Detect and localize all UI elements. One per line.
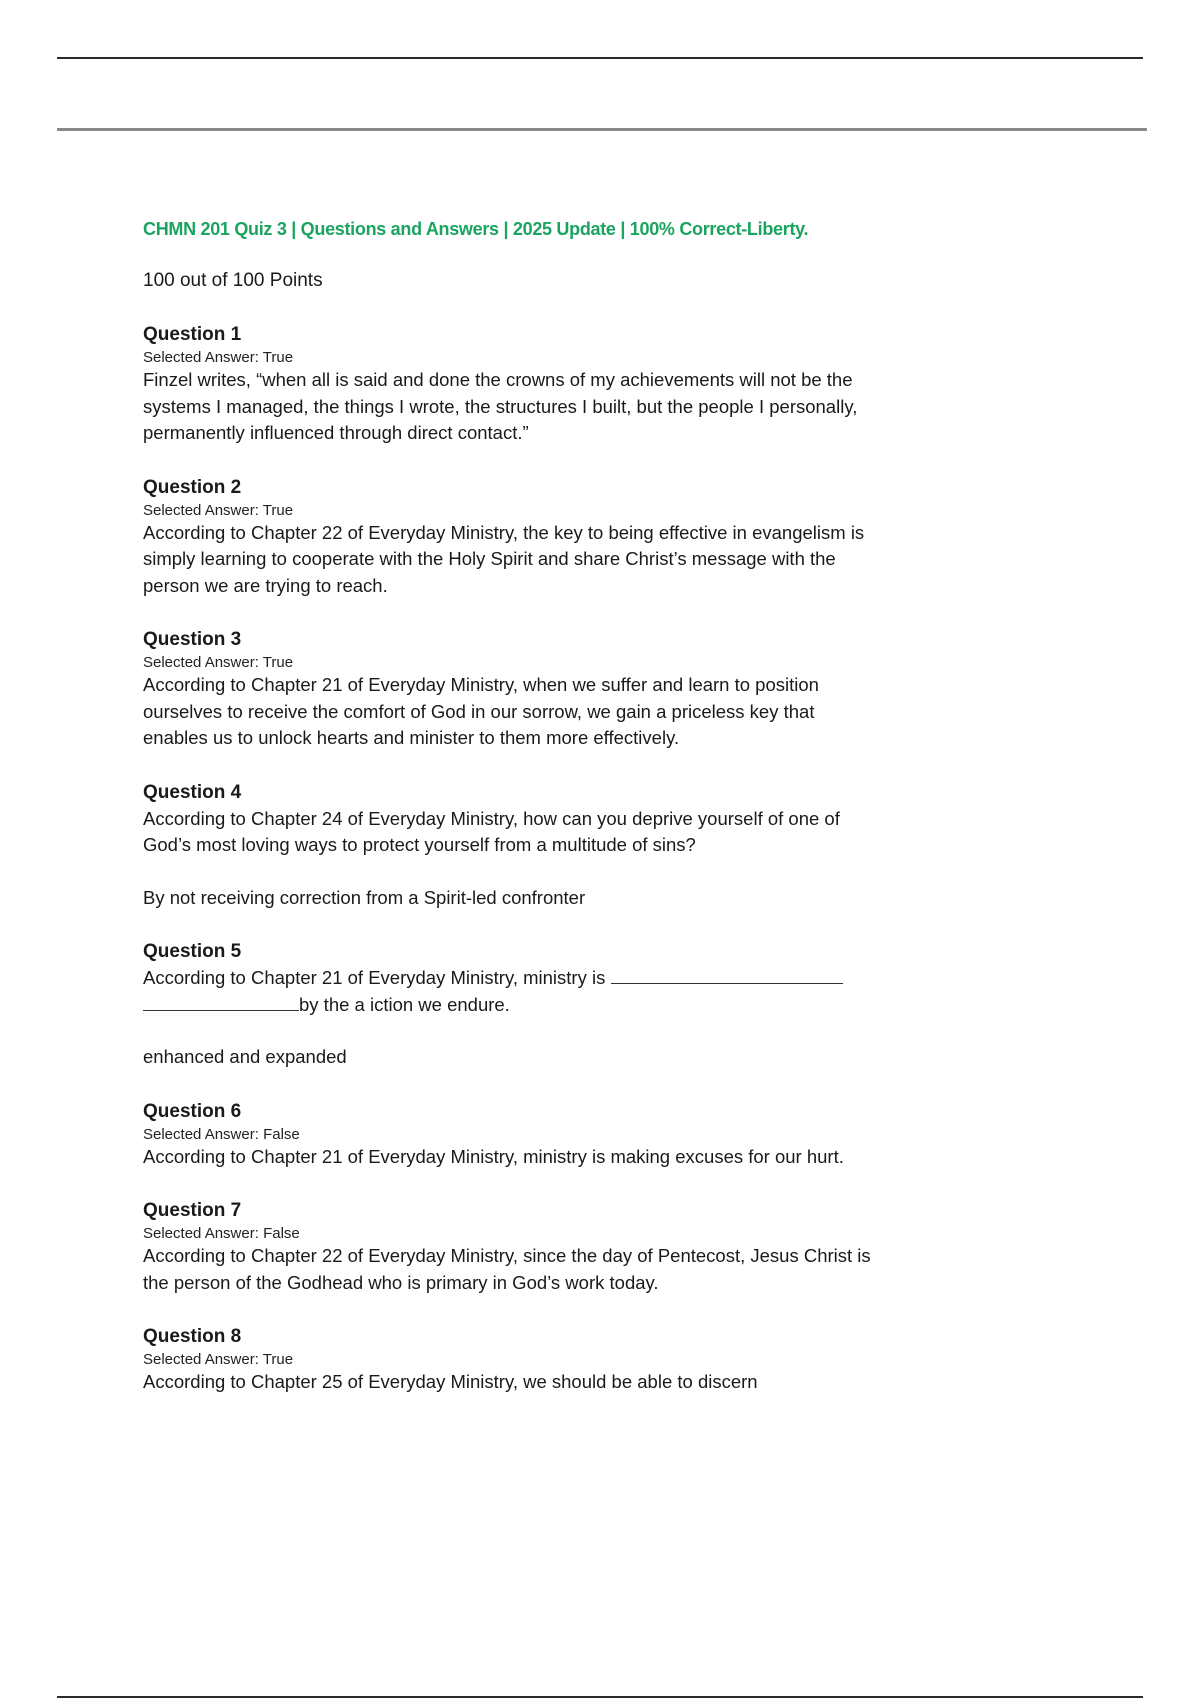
selected-answer: Selected Answer: True: [143, 349, 294, 366]
question-label: Question 1: [143, 324, 242, 345]
question-block: [143, 1099, 883, 1171]
question-label: Question 3: [143, 629, 242, 650]
question-block: [143, 780, 883, 912]
question-text: According to Chapter 24 of Everyday Ministry, how can you deprive yourself of one of God’s most loving ways to protect yourself from a multitude of sins?: [143, 807, 840, 855]
question-text: According to Chapter 21 of Everyday Ministry, ministry is making excuses for our hurt.: [143, 1145, 844, 1167]
question-text-part1: According to Chapter 21 of Everyday Ministry, ministry is: [143, 967, 606, 988]
question-text: Finzel writes, “when all is said and done the crowns of my achievements will not be the systems I managed, the things I wrote, the structures I built, but the people I personally, permanently influenced through direct contact.”: [143, 369, 858, 443]
question-label: Question 7: [143, 1200, 242, 1221]
question-text: According to Chapter 25 of Everyday Ministry, we should be able to discern: [143, 1371, 758, 1392]
score-text: 100 out of 100 Points: [143, 270, 323, 291]
document-body: [143, 214, 883, 1396]
answer-text: By not receiving correction from a Spirit-led confronter: [143, 886, 586, 908]
selected-answer: Selected Answer: True: [143, 654, 294, 671]
question-block: [143, 627, 883, 752]
selected-answer: Selected Answer: False: [143, 1225, 300, 1242]
answer-text: enhanced and expanded: [143, 1046, 347, 1067]
question-block: [143, 1324, 883, 1396]
selected-answer: Selected Answer: False: [143, 1125, 300, 1143]
header-rule: [57, 128, 1147, 131]
question-text: According to Chapter 22 of Everyday Ministry, the key to being effective in evangelism is simply learning to cooperate with the Holy Spirit and share Christ’s message with the person we are trying to reach.: [143, 521, 865, 596]
bottom-rule: [57, 1696, 1143, 1698]
top-rule: [57, 57, 1143, 59]
fill-in-blank: [143, 992, 299, 1011]
selected-answer: Selected Answer: True: [143, 501, 294, 519]
question-label: Question 8: [143, 1326, 242, 1347]
question-text-part2: by the a iction we endure.: [299, 993, 510, 1015]
question-label: Question 4: [143, 781, 242, 803]
question-label: Question 5: [143, 941, 242, 962]
question-block: [143, 1198, 883, 1296]
fill-in-blank: [611, 965, 843, 984]
selected-answer: Selected Answer: True: [143, 1351, 294, 1368]
document-title: CHMN 201 Quiz 3 | Questions and Answers | 2025 Update | 100% Correct-Liberty.: [143, 219, 809, 239]
question-label: Question 6: [143, 1100, 242, 1122]
question-block: [143, 939, 883, 1071]
question-text: [143, 965, 883, 1018]
question-text: According to Chapter 21 of Everyday Ministry, when we suffer and learn to position ourselves to receive the comfort of God in our sorrow, we gain a priceless key that enables us to unlock hearts and minister to them more effectively.: [143, 674, 819, 748]
question-text: According to Chapter 22 of Everyday Ministry, since the day of Pentecost, Jesus Christ is the person of the Godhead who is primary in God’s work today.: [143, 1245, 871, 1293]
question-block: [143, 475, 883, 600]
question-block: [143, 322, 883, 447]
question-label: Question 2: [143, 476, 242, 498]
